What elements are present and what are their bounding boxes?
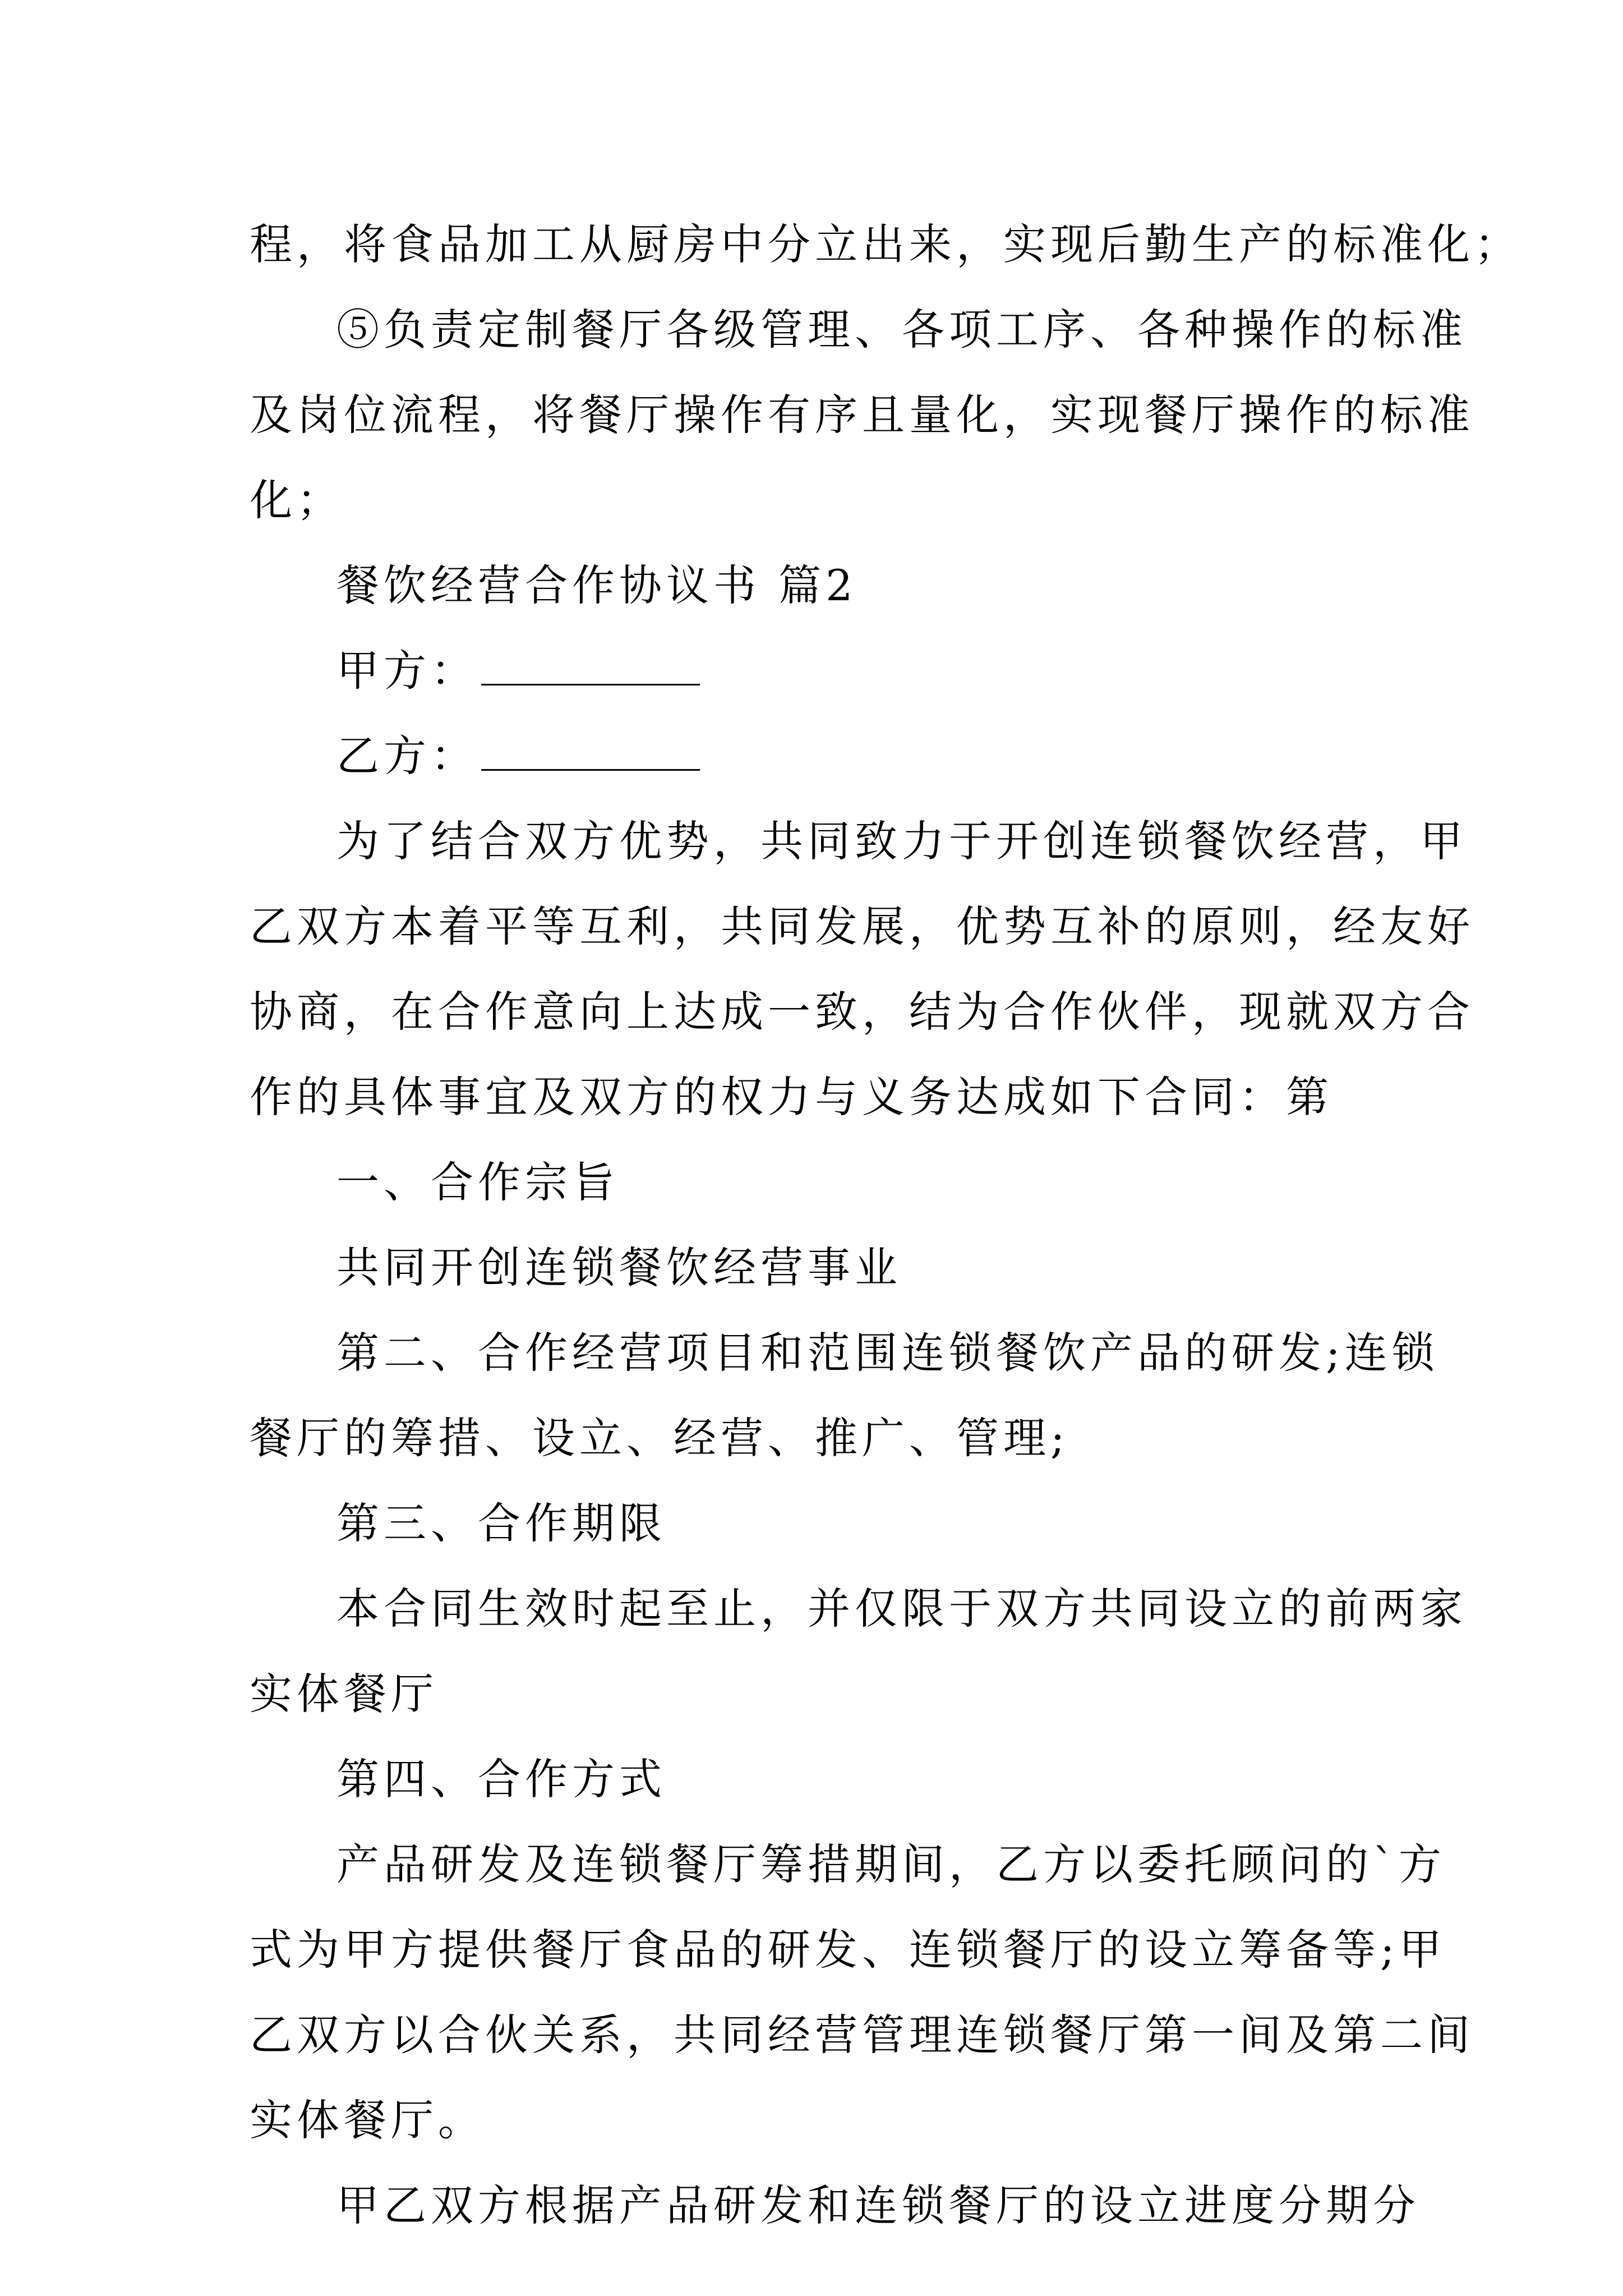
- line-text: 乙双方本着平等互利，共同发展，优势互补的原则，经友好: [250, 901, 1474, 951]
- party-a-blank: [481, 642, 700, 685]
- text-line: [250, 1651, 1388, 1737]
- text-line: [250, 372, 1474, 458]
- party-b-blank: [481, 728, 700, 771]
- text-line: [250, 969, 1474, 1055]
- text-line: [250, 1907, 1446, 1993]
- line-text: 第三、合作期限: [336, 1498, 666, 1548]
- line-text: 共同开创连锁餐饮经营事业: [336, 1243, 902, 1292]
- line-text: 餐饮经营合作协议书 篇2: [336, 560, 857, 610]
- text-line: [250, 1055, 1388, 1140]
- text-line: [250, 458, 1388, 543]
- text-line: [250, 2163, 1420, 2248]
- line-text: 程，将食品加工从厨房中分立出来，实现后勤生产的标准化；: [250, 219, 1521, 269]
- text-line: [250, 1396, 1388, 1481]
- line-text: 产品研发及连锁餐厅筹措期间，乙方以委托顾问的`方: [336, 1839, 1446, 1889]
- line-text: 作的具体事宜及双方的权力与义务达成如下合同：第: [250, 1072, 1333, 1122]
- line-text: 一、合作宗旨: [336, 1157, 619, 1207]
- party-a-line: [250, 628, 1388, 714]
- text-line: [250, 1225, 1388, 1310]
- text-line: [250, 1566, 1467, 1651]
- party-b-line: [250, 714, 1388, 799]
- line-text: 及岗位流程，将餐厅操作有序且量化，实现餐厅操作的标准: [250, 390, 1474, 440]
- line-text: 乙双方以合伙关系，共同经营管理连锁餐厅第一间及第二间: [250, 2010, 1474, 2060]
- line-text: 实体餐厅。: [250, 2095, 485, 2145]
- line-text: 化；: [250, 475, 344, 525]
- line-text: 第二、合作经营项目和范围连锁餐饮产品的研发;连锁: [336, 1328, 1439, 1378]
- line-text: 实体餐厅: [250, 1669, 438, 1719]
- line-text: 为了结合双方优势，共同致力于开创连锁餐饮经营，甲: [336, 816, 1467, 866]
- text-line: [250, 799, 1467, 884]
- line-text: 式为甲方提供餐厅食品的研发、连锁餐厅的设立筹备等;甲: [250, 1925, 1446, 1975]
- text-line: [250, 1993, 1474, 2078]
- clause-heading: [250, 1140, 1388, 1225]
- text-line: [250, 884, 1474, 969]
- text-line: [250, 2078, 1388, 2163]
- clause-heading: [250, 1737, 1388, 1822]
- line-text: 第四、合作方式: [336, 1754, 666, 1804]
- line-text: 餐厅的筹措、设立、经营、推广、管理;: [250, 1413, 1069, 1463]
- text-line: [250, 202, 1521, 287]
- text-line: [250, 1310, 1439, 1396]
- party-a-label: 甲方：: [336, 646, 478, 696]
- document-body: [250, 202, 1521, 2248]
- text-line: [250, 1822, 1446, 1907]
- line-text: ⑤负责定制餐厅各级管理、各项工序、各种操作的标准: [336, 305, 1467, 355]
- line-text: 甲乙双方根据产品研发和连锁餐厅的设立进度分期分: [336, 2180, 1420, 2230]
- line-text: 本合同生效时起至止，并仅限于双方共同设立的前两家: [336, 1584, 1467, 1634]
- text-line: [250, 287, 1467, 372]
- clause-heading: [250, 1481, 1388, 1566]
- line-text: 协商，在合作意向上达成一致，结为合作伙伴，现就双方合: [250, 987, 1474, 1037]
- party-b-label: 乙方：: [336, 731, 478, 781]
- section-heading: [250, 543, 1388, 628]
